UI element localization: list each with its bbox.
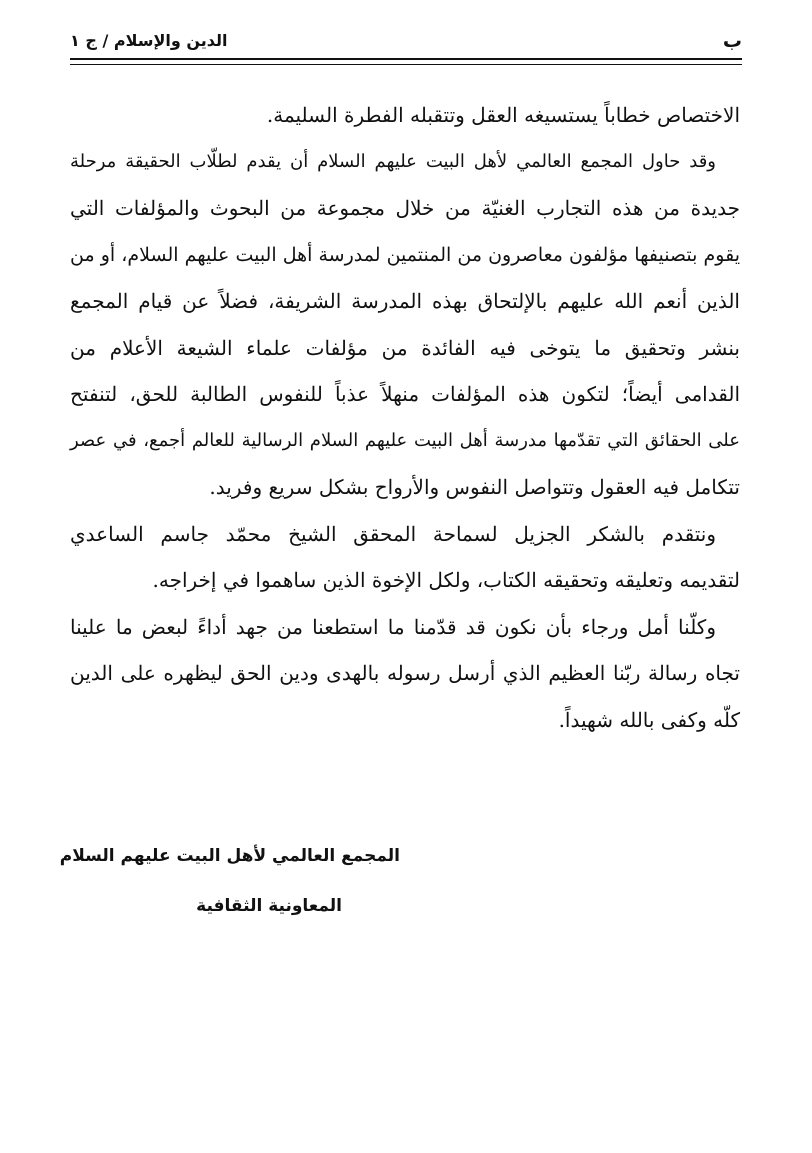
header-rule-thick [70, 58, 742, 60]
text-line: يقوم بتصنيفها مؤلفون معاصرون من المنتمين لمدرسة أهل البيت عليهم السلام، أو من [70, 243, 740, 266]
text-line: تجاه رسالة ربّنا العظيم الذي أرسل رسوله بالهدى ودين الحق ليظهره على الدين [70, 661, 740, 685]
text-line: وقد حاول المجمع العالمي لأهل البيت عليهم السلام أن يقدم لطلّاب الحقيقة مرحلة [70, 150, 716, 172]
text-line: وكلّنا أمل ورجاء بأن نكون قد قدّمنا ما استطعنا من جهد أداءً لبعض ما علينا [70, 614, 716, 639]
running-title: الدين والإسلام / ج ١ [70, 31, 228, 50]
text-line: جديدة من هذه التجارب الغنيّة من خلال مجموعة من البحوث والمؤلفات التي [70, 196, 740, 220]
signature-department: المعاونية الثقافية [196, 896, 342, 916]
page-number: ب [722, 30, 742, 52]
text-line: القدامى أيضاً؛ لتكون هذه المؤلفات منهلاً عذباً للنفوس الطالبة للحق، لتنفتح [70, 382, 740, 406]
text-line: تتكامل فيه العقول وتتواصل النفوس والأرواح بشكل سريع وفريد. [209, 475, 740, 499]
text-line: الذين أنعم الله عليهم بالإلتحاق بهذه المدرسة الشريفة، فضلاً عن قيام المجمع [70, 289, 740, 313]
body-text [70, 92, 740, 743]
text-line: ونتقدم بالشكر الجزيل لسماحة المحقق الشيخ محمّد جاسم الساعدي [70, 521, 716, 546]
text-line: الاختصاص خطاباً يستسيغه العقل وتتقبله الفطرة السليمة. [266, 103, 740, 127]
text-line: على الحقائق التي تقدّمها مدرسة أهل البيت عليهم السلام الرسالية للعالم أجمع، في عصر [70, 429, 740, 451]
page-header [70, 30, 742, 54]
text-line: بنشر وتحقيق ما يتوخى فيه الفائدة من مؤلفات علماء الشيعة الأعلام من [70, 335, 740, 360]
text-line: كلّه وكفى بالله شهيداً. [558, 707, 740, 732]
signature-organization: المجمع العالمي لأهل البيت عليهم السلام [59, 846, 400, 866]
header-rule-thin [70, 64, 742, 65]
text-line: لتقديمه وتعليقه وتحقيقه الكتاب، ولكل الإخوة الذين ساهموا في إخراجه. [152, 568, 740, 592]
